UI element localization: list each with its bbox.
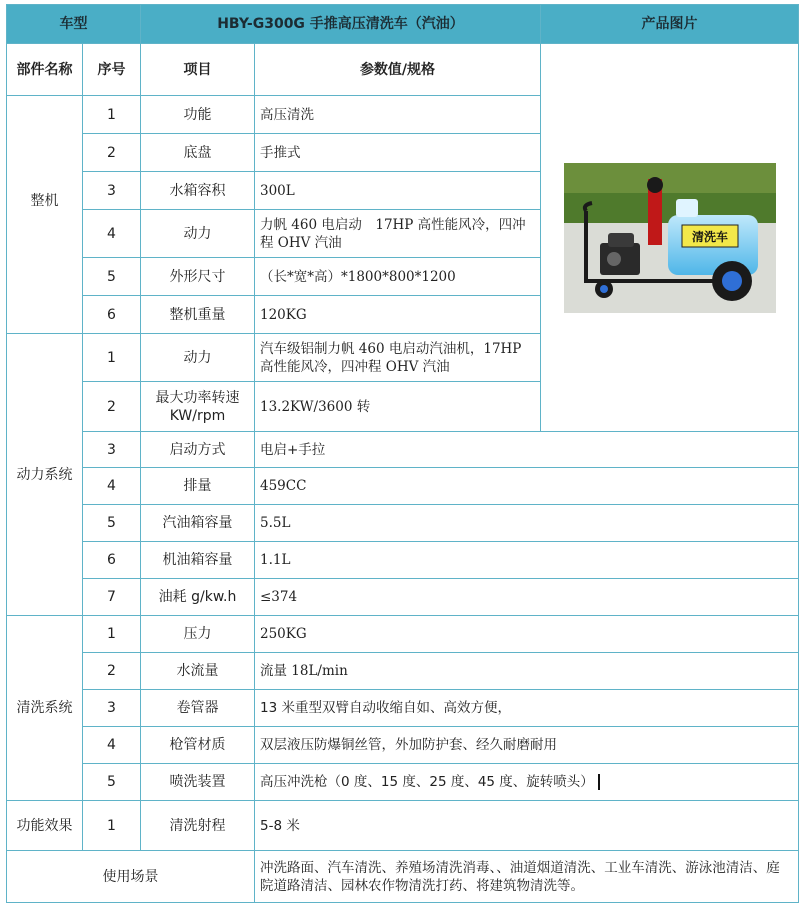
row-item: 枪管材质 — [141, 727, 255, 764]
product-photo-cell — [541, 44, 799, 432]
text-cursor — [598, 774, 600, 790]
col-value: 参数值/规格 — [255, 44, 541, 96]
col-item: 项目 — [141, 44, 255, 96]
row-number: 5 — [83, 258, 141, 296]
column-header-row — [7, 44, 799, 96]
row-value: 250KG — [255, 616, 799, 653]
row-value: 双层液压防爆铜丝管，外加防护套、经久耐磨耐用 — [255, 727, 799, 764]
col-part-name: 部件名称 — [7, 44, 83, 96]
photo-label: 产品图片 — [541, 5, 799, 44]
row-item: 清洗射程 — [141, 801, 255, 851]
row-value: ≤374 — [255, 579, 799, 616]
row-value: 流量 18L/min — [255, 653, 799, 690]
row-item: 排量 — [141, 468, 255, 505]
row-number: 2 — [83, 134, 141, 172]
row-value: 高压冲洗枪（0 度、15 度、25 度、45 度、旋转喷头） — [260, 774, 594, 790]
table-row — [7, 505, 799, 542]
table-row — [7, 579, 799, 616]
banner-row — [7, 5, 799, 44]
row-item: 动力 — [141, 210, 255, 258]
row-item: 水流量 — [141, 653, 255, 690]
table-row — [7, 382, 799, 432]
row-value: 13.2KW/3600 转 — [255, 382, 799, 432]
row-value: 电启+手拉 — [255, 432, 799, 468]
row-item: 启动方式 — [141, 432, 255, 468]
table-row — [7, 801, 799, 851]
row-number: 5 — [83, 505, 141, 542]
row-number: 6 — [83, 296, 141, 334]
row-number: 2 — [83, 382, 141, 432]
spec-table — [6, 4, 799, 903]
row-number: 3 — [83, 172, 141, 210]
section-whole: 整机 — [7, 96, 83, 334]
table-row — [7, 542, 799, 579]
row-value: （长*宽*高）*1800*800*1200 — [255, 258, 541, 296]
row-number: 2 — [83, 653, 141, 690]
section-wash: 清洗系统 — [7, 616, 83, 801]
row-number: 3 — [83, 432, 141, 468]
row-item: 水箱容积 — [141, 172, 255, 210]
model-name: HBY-G300G 手推高压清洗车（汽油） — [141, 5, 541, 44]
row-item: 最大功率转速 KW/rpm — [141, 382, 255, 432]
table-row — [7, 616, 799, 653]
row-value: 300L — [255, 172, 541, 210]
row-number: 1 — [83, 616, 141, 653]
row-number: 1 — [83, 334, 141, 382]
model-label: 车型 — [7, 5, 141, 44]
col-number: 序号 — [83, 44, 141, 96]
row-number: 4 — [83, 727, 141, 764]
table-row — [7, 468, 799, 505]
row-number: 6 — [83, 542, 141, 579]
table-row — [7, 653, 799, 690]
row-value: 13 米重型双臂自动收缩自如、高效方便， — [255, 690, 799, 727]
row-number: 4 — [83, 210, 141, 258]
row-number: 5 — [83, 764, 141, 801]
row-item: 动力 — [141, 334, 255, 382]
row-value: 手推式 — [255, 134, 541, 172]
row-number: 3 — [83, 690, 141, 727]
row-item: 底盘 — [141, 134, 255, 172]
row-item: 功能 — [141, 96, 255, 134]
row-item: 外形尺寸 — [141, 258, 255, 296]
row-item: 压力 — [141, 616, 255, 653]
row-number: 1 — [83, 801, 141, 851]
table-row — [7, 432, 799, 468]
row-number: 7 — [83, 579, 141, 616]
table-row — [7, 727, 799, 764]
section-effect: 功能效果 — [7, 801, 83, 851]
row-value: 459CC — [255, 468, 799, 505]
row-number: 4 — [83, 468, 141, 505]
row-item: 卷管器 — [141, 690, 255, 727]
row-item: 油耗 g/kw.h — [141, 579, 255, 616]
row-item: 整机重量 — [141, 296, 255, 334]
row-value: 汽车级铝制力帆 460 电启动汽油机，17HP 高性能风冷，四冲程 OHV 汽油 — [255, 334, 541, 382]
row-value: 5-8 米 — [255, 801, 799, 851]
row-value: 5.5L — [255, 505, 799, 542]
section-power: 动力系统 — [7, 334, 83, 616]
row-item: 喷洗装置 — [141, 764, 255, 801]
tank-label: 清洗车 — [691, 229, 728, 244]
row-value: 1.1L — [255, 542, 799, 579]
usage-label: 使用场景 — [7, 851, 255, 903]
table-row — [7, 764, 799, 801]
row-item: 汽油箱容量 — [141, 505, 255, 542]
row-value: 120KG — [255, 296, 541, 334]
row-value-cell — [255, 764, 799, 801]
usage-value: 冲洗路面、汽车清洗、养殖场清洗消毒、、油道烟道清洗、工业车清洗、游泳池清洁、庭院道路清洁、园林农作物清洗打药、将建筑物清洗等。 — [255, 851, 799, 903]
table-row — [7, 690, 799, 727]
usage-row — [7, 851, 799, 903]
row-item: 机油箱容量 — [141, 542, 255, 579]
row-value: 高压清洗 — [255, 96, 541, 134]
product-photo — [564, 163, 776, 313]
row-number: 1 — [83, 96, 141, 134]
row-value: 力帆 460 电启动 17HP 高性能风冷，四冲程 OHV 汽油 — [255, 210, 541, 258]
